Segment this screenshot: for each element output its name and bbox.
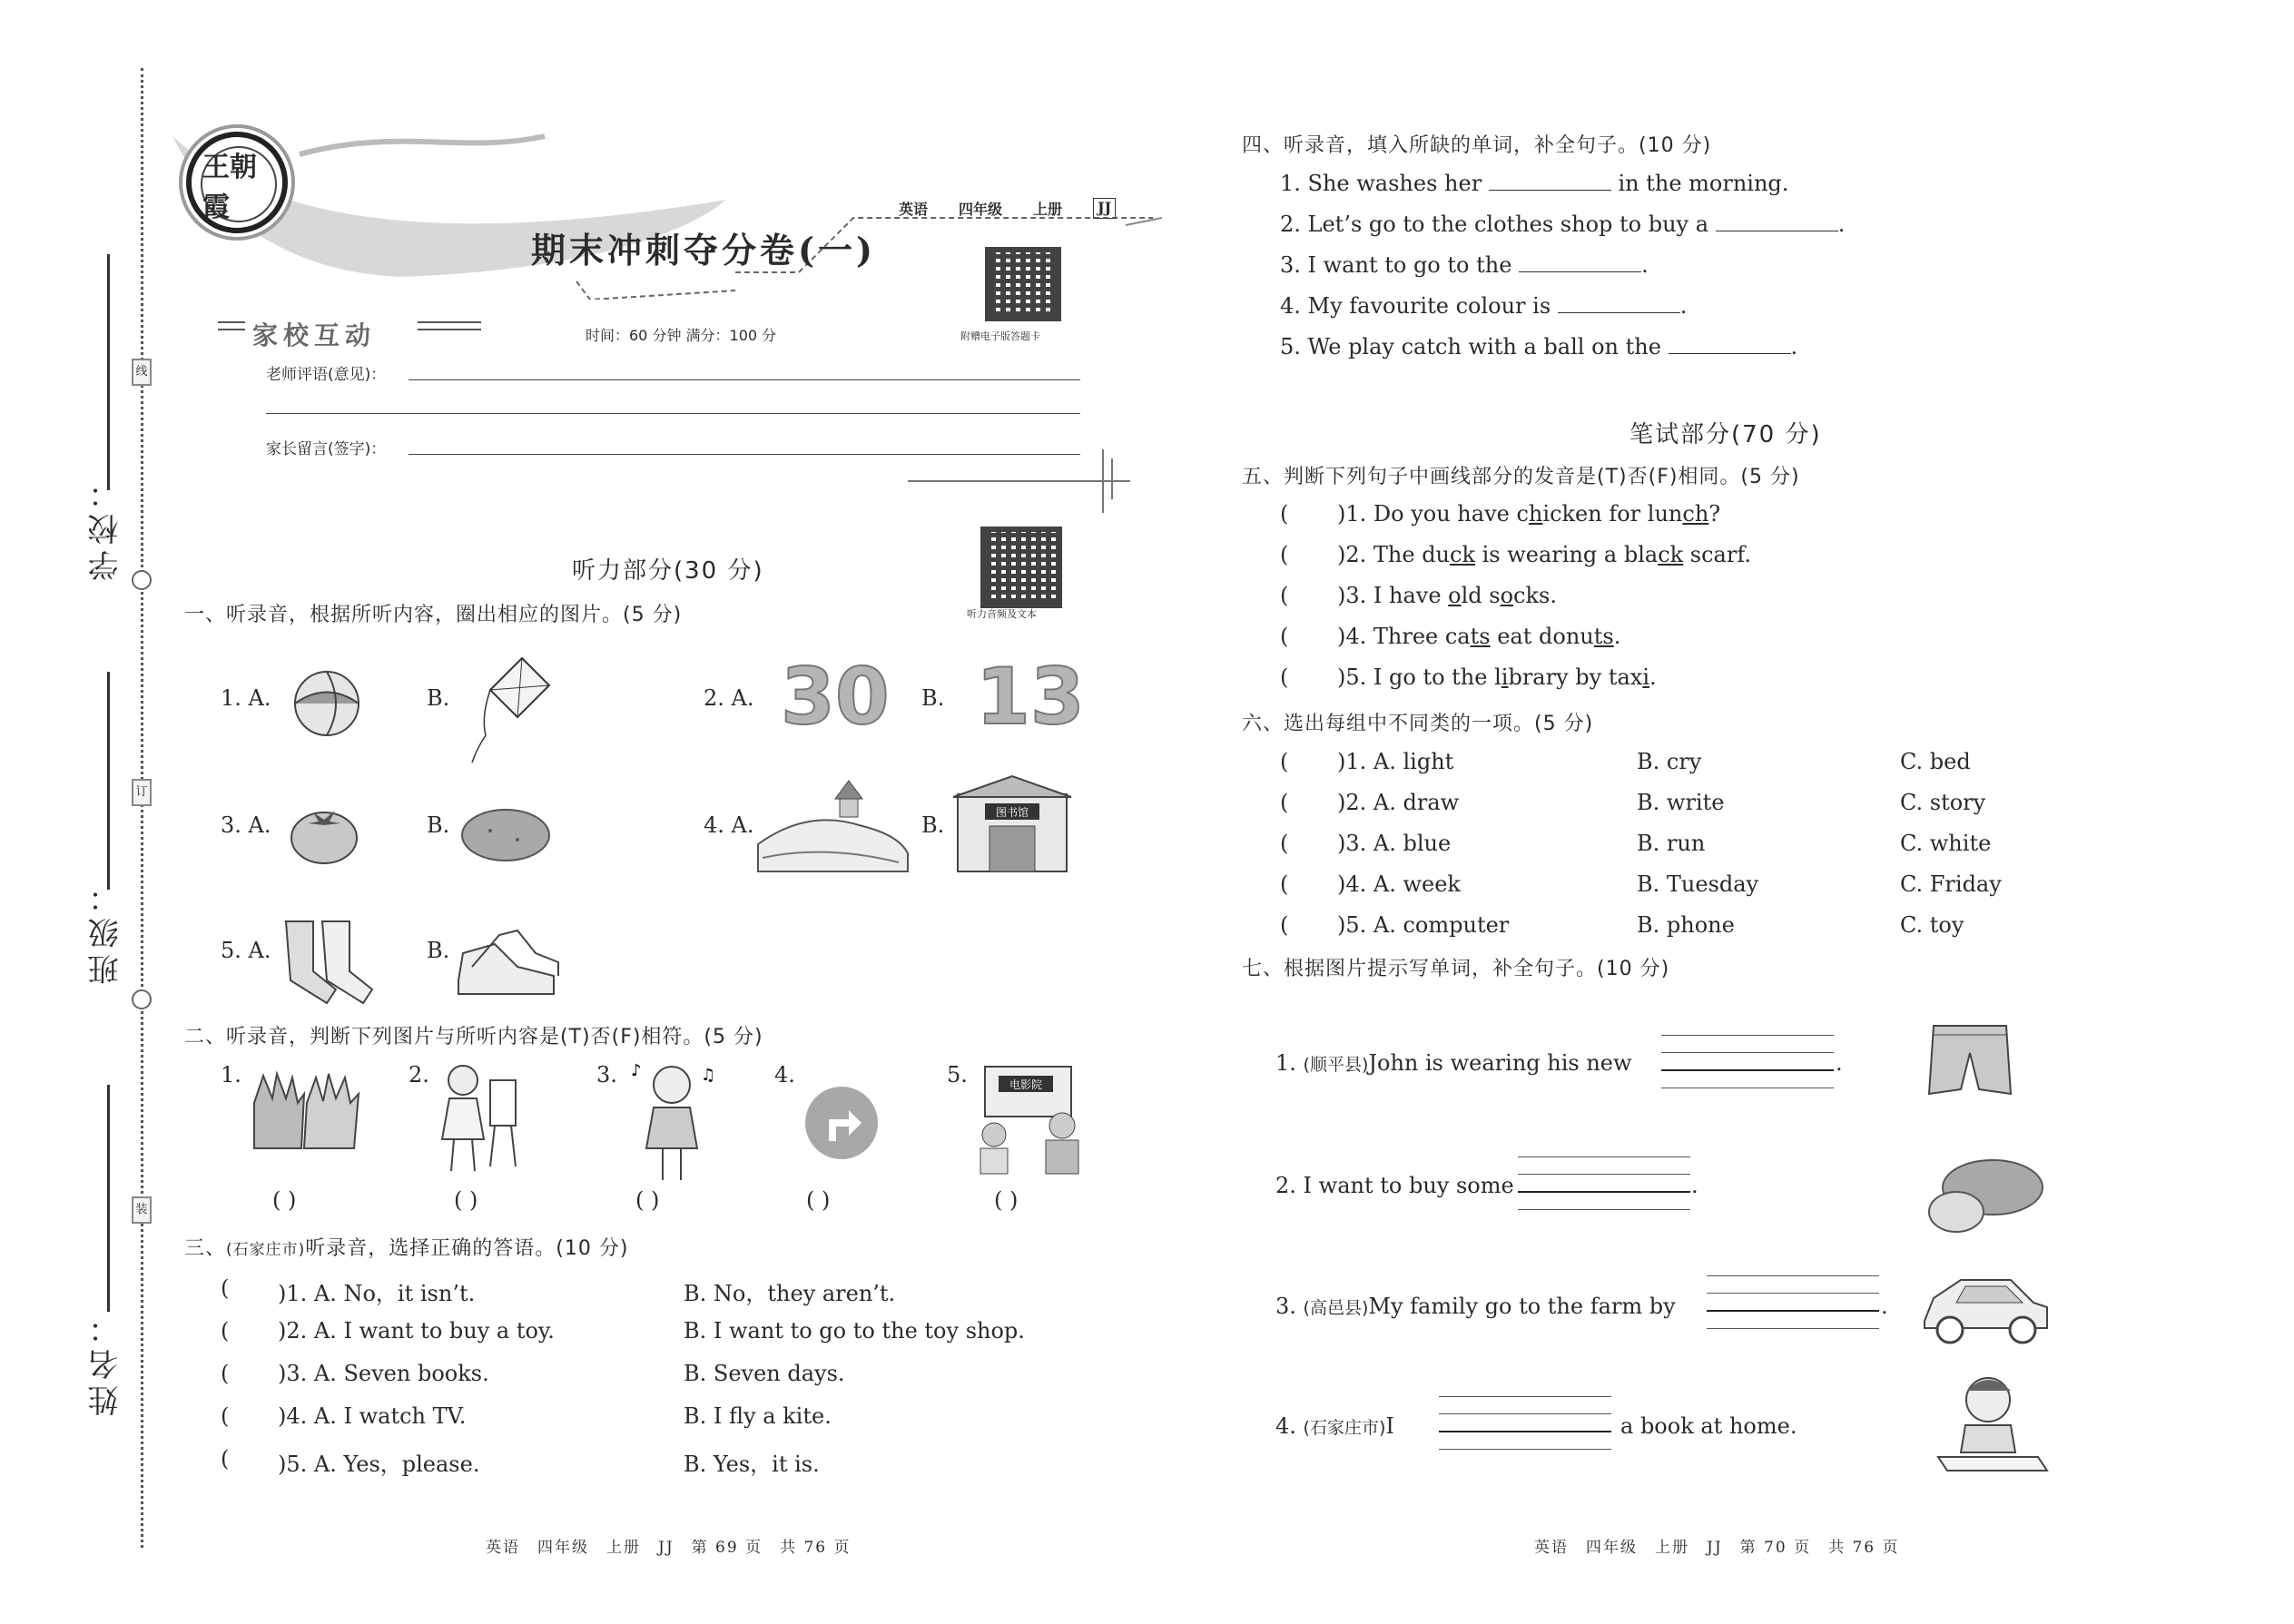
- s5-row-3-lead: )3. I have: [1337, 583, 1449, 608]
- s7-row-4-post: a book at home.: [1620, 1413, 1797, 1439]
- s5-text-segment: brary by tax: [1508, 664, 1643, 690]
- s5-row-3: [1337, 583, 1557, 608]
- s2-num-1: 1.: [221, 1062, 241, 1088]
- binding-box-3: 装: [132, 1196, 152, 1224]
- qr-code-listening[interactable]: [980, 527, 1062, 608]
- s7-row-4-pre: I: [1385, 1413, 1394, 1439]
- section-7-title: 七、根据图片提示写单词，补全句子。(10 分): [1242, 958, 1670, 980]
- s3-row-2-a: )2. A. I want to buy a toy.: [278, 1318, 555, 1343]
- parent-comment-label: 家长留言(签字)：: [266, 440, 387, 458]
- tag-edition: JJ: [1093, 198, 1116, 219]
- s5-row-1-lead: )1. Do you have: [1337, 501, 1517, 527]
- s2-num-3: 3.: [596, 1062, 617, 1088]
- s4-row-4-blank[interactable]: [1558, 294, 1680, 313]
- number-30-icon[interactable]: 30: [781, 652, 890, 743]
- s5-row-1: [1337, 501, 1720, 527]
- s3-row-5-b: B. Yes，it is.: [684, 1452, 820, 1477]
- s1-item-5-num: 5. A.: [221, 938, 271, 963]
- s3-row-2-b: B. I want to go to the toy shop.: [684, 1318, 1025, 1343]
- section-5-title: 五、判断下列句子中画线部分的发音是(T)否(F)相同。(5 分): [1242, 466, 1800, 488]
- s1-item-3-b: B.: [427, 812, 450, 838]
- s4-row-4: [1280, 293, 1687, 319]
- s3-title-prefix: 三、: [184, 1237, 227, 1260]
- s7-row-1-writing-lines[interactable]: [1661, 1035, 1834, 1105]
- s7-row-1-pre: John is wearing his new: [1368, 1050, 1632, 1076]
- s7-row-2-post: .: [1691, 1173, 1698, 1198]
- ball-icon[interactable]: [290, 667, 363, 740]
- s3-title-rest: 听录音，选择正确的答语。(10 分): [305, 1237, 629, 1260]
- svg-text:♫: ♫: [701, 1066, 716, 1085]
- s4-row-4-post: .: [1679, 293, 1688, 319]
- tag-term: 上册: [1033, 201, 1063, 218]
- school-label: 学校：: [88, 472, 124, 581]
- s2-answer-5[interactable]: ( ): [994, 1187, 1019, 1213]
- s7-row-1-post: .: [1836, 1050, 1843, 1076]
- tag-subject: 英语: [899, 201, 929, 218]
- s4-row-1: [1280, 171, 1788, 196]
- parent-comment-line[interactable]: [409, 454, 1080, 455]
- svg-text:♪: ♪: [631, 1061, 642, 1080]
- s6-row-5-b: B. phone: [1637, 912, 1735, 938]
- s5-underlined-segment: ch: [1682, 501, 1709, 527]
- s4-row-2-pre: 2. Let’s go to the clothes shop to buy a: [1280, 212, 1709, 237]
- s5-row-2: [1337, 542, 1751, 567]
- writing-part-title: 笔试部分(70 分): [1629, 421, 1822, 448]
- s6-row-5-c: C. toy: [1900, 912, 1964, 938]
- s3-row-4-paren[interactable]: (: [221, 1403, 230, 1429]
- s7-row-4-num: 4.: [1275, 1413, 1296, 1439]
- s6-row-4-paren[interactable]: (: [1280, 871, 1289, 897]
- s5-underlined-segment: i: [1642, 664, 1649, 690]
- s7-row-4: [1275, 1413, 1394, 1439]
- girl-drawing-icon[interactable]: [431, 1058, 522, 1180]
- s6-row-5-paren[interactable]: (: [1280, 912, 1289, 938]
- s5-row-1-paren[interactable]: (: [1280, 501, 1289, 527]
- class-line[interactable]: [107, 672, 110, 890]
- cinema-icon[interactable]: [971, 1062, 1089, 1176]
- s5-text-segment: ?: [1708, 501, 1721, 527]
- s7-row-1-note: (顺平县): [1303, 1055, 1369, 1075]
- s6-row-3-c: C. white: [1900, 831, 1992, 856]
- s5-underlined-segment: ts: [1593, 624, 1614, 649]
- s5-underlined-segment: ck: [1450, 542, 1475, 567]
- s3-title-note: (石家庄市): [226, 1241, 306, 1259]
- s5-text-segment: eat donu: [1490, 624, 1594, 649]
- s2-num-4: 4.: [774, 1062, 795, 1088]
- s6-row-3-paren[interactable]: (: [1280, 831, 1289, 856]
- s1-item-1-b: B.: [427, 685, 450, 711]
- section-4-title: 四、听录音，填入所缺的单词，补全句子。(10 分): [1242, 134, 1712, 157]
- tomato-icon[interactable]: [286, 794, 363, 867]
- class-label: 班级：: [88, 876, 124, 985]
- qr-caption-listening: 听力音频及文本: [967, 608, 1037, 620]
- shoes-icon[interactable]: [454, 917, 563, 1008]
- s7-row-3-writing-lines[interactable]: [1707, 1275, 1879, 1345]
- s2-answer-1[interactable]: ( ): [272, 1187, 297, 1213]
- s3-row-2-paren[interactable]: (: [221, 1318, 230, 1343]
- s6-row-1-a: )1. A. light: [1337, 749, 1454, 774]
- car-icon[interactable]: [1915, 1266, 2052, 1348]
- s5-row-3-paren[interactable]: (: [1280, 583, 1289, 608]
- turn-right-icon[interactable]: [803, 1085, 881, 1162]
- section-6-title: 六、选出每组中不同类的一项。(5 分): [1242, 713, 1594, 735]
- logo-text: 王朝霞: [201, 146, 277, 222]
- s3-row-4-b: B. I fly a kite.: [684, 1403, 832, 1429]
- s4-row-2-post: .: [1837, 212, 1846, 237]
- s7-row-1-num: 1.: [1275, 1050, 1296, 1076]
- s5-row-5-lead: )5. I go to the l: [1337, 664, 1501, 690]
- s5-row-2-lead: )2. The du: [1337, 542, 1451, 567]
- s2-answer-2[interactable]: ( ): [454, 1187, 478, 1213]
- teacher-comment-line-1[interactable]: [409, 379, 1080, 380]
- boy-reading-icon[interactable]: [1929, 1371, 2052, 1475]
- s2-num-2: 2.: [409, 1062, 429, 1088]
- s7-row-3-post: .: [1881, 1294, 1888, 1319]
- socks-icon[interactable]: [277, 917, 377, 1008]
- binding-hole-1: [132, 570, 152, 590]
- s1-item-2-b: B.: [921, 685, 945, 711]
- s3-row-3-a: )3. A. Seven books.: [278, 1361, 489, 1386]
- s5-underlined-segment: ts: [1470, 624, 1491, 649]
- s4-row-3-post: .: [1641, 252, 1649, 278]
- teacher-comment-label: 老师评语(意见)：: [266, 366, 387, 384]
- s4-row-4-pre: 4. My favourite colour is: [1280, 293, 1551, 319]
- footer-right: 英语 四年级 上册 JJ 第 70 页 共 76 页: [1534, 1539, 1900, 1557]
- s3-row-3-b: B. Seven days.: [684, 1361, 845, 1386]
- s6-row-1-paren[interactable]: (: [1280, 749, 1289, 774]
- subject-tags: [899, 198, 1116, 219]
- s3-row-1-a: )1. A. No，it isn’t.: [278, 1281, 476, 1306]
- jxhd-label: 家校互动: [252, 320, 377, 350]
- s7-row-2: [1275, 1173, 1514, 1198]
- s6-row-2-a: )2. A. draw: [1337, 790, 1460, 815]
- s1-item-4-b: B.: [921, 812, 945, 838]
- s7-row-1: [1275, 1050, 1632, 1076]
- name-line[interactable]: [107, 1085, 110, 1312]
- s2-answer-3[interactable]: ( ): [635, 1187, 660, 1213]
- s7-row-2-num: 2.: [1275, 1173, 1296, 1198]
- s6-row-1-c: C. bed: [1900, 749, 1971, 774]
- s4-row-5-blank[interactable]: [1669, 335, 1791, 354]
- school-line[interactable]: [107, 254, 110, 490]
- gloves-icon[interactable]: [245, 1067, 363, 1157]
- s5-row-2-paren[interactable]: (: [1280, 542, 1289, 567]
- s3-row-4-a: )4. A. I watch TV.: [278, 1403, 467, 1429]
- s6-row-2-c: C. story: [1900, 790, 1986, 815]
- s5-underlined-segment: h: [1528, 501, 1543, 527]
- s6-row-3-a: )3. A. blue: [1337, 831, 1452, 856]
- potato-icon[interactable]: [458, 803, 554, 867]
- s5-text-segment: scarf.: [1683, 542, 1751, 567]
- s4-row-5-post: .: [1790, 334, 1798, 359]
- s7-row-4-writing-lines[interactable]: [1439, 1396, 1611, 1466]
- bookstore-icon[interactable]: [949, 772, 1076, 876]
- s6-row-3-b: B. run: [1637, 831, 1706, 856]
- s3-row-3-paren[interactable]: (: [221, 1361, 230, 1386]
- s4-row-3: [1280, 252, 1649, 278]
- s6-row-2-b: B. write: [1637, 790, 1725, 815]
- s5-underlined-segment: ck: [1658, 542, 1684, 567]
- kite-icon[interactable]: [468, 654, 554, 767]
- s4-row-1-blank[interactable]: [1489, 172, 1611, 191]
- shorts-icon[interactable]: [1925, 1017, 2015, 1103]
- teacher-comment-line-2[interactable]: [266, 413, 1080, 414]
- s7-row-3-num: 3.: [1275, 1294, 1296, 1319]
- s6-row-4-b: B. Tuesday: [1637, 871, 1759, 897]
- s1-item-1-num: 1. A.: [221, 685, 271, 711]
- binding-hole-2: [132, 989, 152, 1009]
- s6-row-5-a: )5. A. computer: [1337, 912, 1510, 938]
- s1-item-4-num: 4. A.: [704, 812, 754, 838]
- s6-row-4-c: C. Friday: [1900, 871, 2002, 897]
- number-13-icon[interactable]: 13: [976, 652, 1085, 743]
- s4-row-1-pre: 1. She washes her: [1280, 171, 1482, 196]
- s5-underlined-segment: o: [1448, 583, 1462, 608]
- s1-item-3-num: 3. A.: [221, 812, 271, 838]
- potatoes-icon[interactable]: [1915, 1153, 2047, 1239]
- s6-row-2-paren[interactable]: (: [1280, 790, 1289, 815]
- s7-row-3: [1275, 1294, 1676, 1319]
- s6-row-1-b: B. cry: [1637, 749, 1702, 774]
- s3-row-1-b: B. No，they aren’t.: [684, 1281, 896, 1306]
- s4-row-1-post: in the morning.: [1618, 171, 1789, 196]
- binding-box-2: 订: [132, 779, 152, 806]
- section-3-title: [184, 1233, 628, 1261]
- tag-grade: 四年级: [959, 201, 1003, 218]
- publisher-logo: [186, 132, 288, 233]
- s4-row-5-pre: 5. We play catch with a ball on the: [1280, 334, 1661, 359]
- girl-singing-icon[interactable]: [626, 1058, 717, 1185]
- s5-text-segment: .: [1613, 624, 1621, 649]
- s7-row-2-pre: I want to buy some: [1303, 1173, 1514, 1198]
- s6-row-4-a: )4. A. week: [1337, 871, 1461, 897]
- s4-row-2: [1280, 212, 1845, 237]
- s7-row-3-pre: My family go to the farm by: [1368, 1294, 1676, 1319]
- s5-text-segment: ld s: [1461, 583, 1501, 608]
- s2-num-5: 5.: [947, 1062, 968, 1088]
- s7-row-3-note: (高邑县): [1303, 1298, 1369, 1318]
- s3-row-1-paren[interactable]: (: [221, 1275, 230, 1301]
- s4-row-5: [1280, 334, 1797, 359]
- s5-row-4-paren[interactable]: (: [1280, 624, 1289, 649]
- s7-row-2-writing-lines[interactable]: [1518, 1156, 1690, 1226]
- cinema-sign: 电影院: [1009, 1078, 1043, 1091]
- s5-row-5: [1337, 664, 1657, 690]
- s5-text-segment: cks.: [1513, 583, 1557, 608]
- s5-row-5-paren[interactable]: (: [1280, 664, 1289, 690]
- s1-item-2-num: 2. A.: [704, 685, 754, 711]
- s3-row-5-a: )5. A. Yes，please.: [278, 1452, 480, 1477]
- s4-row-2-blank[interactable]: [1716, 212, 1838, 231]
- s3-row-5-paren[interactable]: (: [221, 1446, 230, 1471]
- s5-underlined-segment: o: [1500, 583, 1514, 608]
- exam-title: 期末冲刺夺分卷(一): [531, 230, 876, 271]
- section-2-title: 二、听录音，判断下列图片与所听内容是(T)否(F)相符。(5 分): [184, 1026, 763, 1048]
- s7-row-4-note: (石家庄市): [1303, 1418, 1386, 1438]
- s4-row-3-blank[interactable]: [1519, 253, 1641, 272]
- binding-dotted-line: [141, 68, 143, 1548]
- binding-box-1: 线: [132, 359, 152, 386]
- s5-underlined-segment: i: [1501, 664, 1509, 690]
- name-label: 姓名：: [88, 1307, 124, 1416]
- park-icon[interactable]: [753, 772, 912, 876]
- s5-row-4: [1337, 624, 1620, 649]
- time-info: 时间：60 分钟 满分：100 分: [586, 327, 777, 344]
- s5-text-segment: .: [1649, 664, 1657, 690]
- bookstore-sign: 图书馆: [995, 806, 1029, 819]
- s4-row-3-pre: 3. I want to go to the: [1280, 252, 1512, 278]
- listening-part-title: 听力部分(30 分): [572, 557, 764, 585]
- footer-left: 英语 四年级 上册 JJ 第 69 页 共 76 页: [486, 1539, 852, 1557]
- section-1-title: 一、听录音，根据所听内容，圈出相应的图片。(5 分): [184, 604, 683, 626]
- s1-item-5-b: B.: [427, 938, 450, 963]
- s5-row-4-lead: )4. Three ca: [1337, 624, 1471, 649]
- s5-text-segment: is wearing a bla: [1475, 542, 1659, 567]
- s2-answer-4[interactable]: ( ): [806, 1187, 831, 1213]
- s5-text-segment: c: [1516, 501, 1529, 527]
- qr-caption-answer-sheet: 附赠电子版答题卡: [960, 330, 1040, 342]
- s5-text-segment: icken for lun: [1542, 501, 1683, 527]
